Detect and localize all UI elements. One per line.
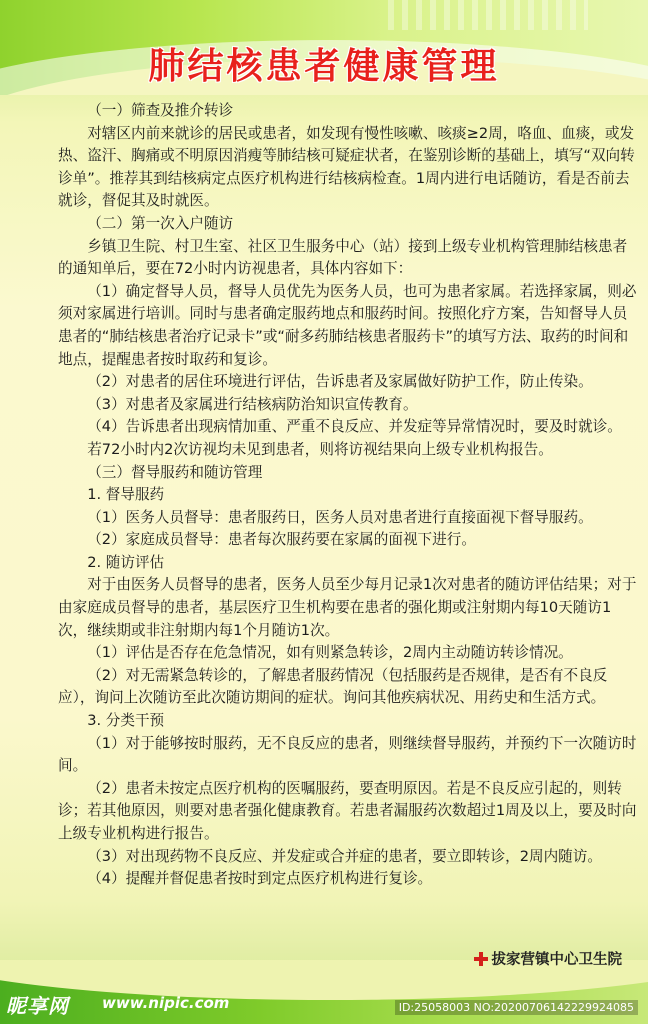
poster-body	[58, 100, 638, 891]
medical-cross-icon	[474, 952, 488, 966]
body-paragraph: 乡镇卫生院、村卫生室、社区卫生服务中心（站）接到上级专业机构管理肺结核患者的通知单后，要在72小时内访视患者，具体内容如下：	[58, 237, 628, 278]
body-paragraph: （1）医务人员督导：患者服药日，医务人员对患者进行直接面视下督导服药。	[87, 508, 593, 526]
sub-heading: 1. 督导服药	[87, 486, 165, 504]
watermark-id: ID:25058003 NO:20200706142229924085	[395, 1000, 638, 1015]
body-paragraph: 若72小时内2次访视均未见到患者，则将访视结果向上级专业机构报告。	[87, 440, 553, 458]
watermark-url: www.nipic.com	[102, 994, 230, 1012]
poster-title: 肺结核患者健康管理	[148, 45, 500, 87]
body-paragraph: （4）提醒并督促患者按时到定点医疗机构进行复诊。	[87, 870, 433, 888]
section-heading: （三）督导服药和随访管理	[87, 463, 263, 481]
sub-heading: 2. 随访评估	[87, 553, 165, 571]
body-paragraph: （1）评估是否存在危急情况，如有则紧急转诊，2周内主动随访转诊情况。	[87, 644, 573, 662]
body-paragraph: 对辖区内前来就诊的居民或患者，如发现有慢性咳嗽、咳痰≥2周，咯血、血痰，或发热、盗汗、胸痛或不明原因消瘦等肺结核可疑症状者，在鉴别诊断的基础上，填写“双向转诊单”。推荐其到结核病定点医疗机构进行结核病检查。1周内进行电话随访，看是否前去就诊，督促其及时就医。	[58, 124, 635, 210]
body-paragraph: （1）对于能够按时服药，无不良反应的患者，则继续督导服药，并预约下一次随访时间。	[58, 734, 637, 775]
body-paragraph: （3）对患者及家属进行结核病防治知识宣传教育。	[87, 395, 418, 413]
body-paragraph: （2）家庭成员督导：患者每次服药要在家属的面视下进行。	[87, 531, 476, 549]
section-heading: （一）筛查及推介转诊	[87, 102, 234, 119]
body-paragraph: （4）告诉患者出现病情加重、严重不良反应、并发症等异常情况时，要及时就诊。	[87, 418, 622, 436]
body-paragraph: 对于由医务人员督导的患者，医务人员至少每月记录1次对患者的随访评估结果；对于由家庭成员督导的患者，基层医疗卫生机构要在患者的强化期或注射期内每10天随访1次，继续期或非注射期内每1个月随访1次。	[58, 576, 637, 639]
body-paragraph: （2）对患者的居住环境进行评估，告诉患者及家属做好防护工作，防止传染。	[87, 373, 593, 391]
section-heading: （二）第一次入户随访	[87, 214, 234, 232]
decorative-stripes	[388, 0, 588, 30]
body-paragraph: （3）对出现药物不良反应、并发症或合并症的患者，要立即转诊，2周内随访。	[87, 847, 602, 865]
sub-heading: 3. 分类干预	[87, 712, 165, 730]
footer-organization	[474, 948, 623, 969]
body-paragraph: （2）对无需紧急转诊的，了解患者服药情况（包括服药是否规律，是否有不良反应），询问上次随访至此次随访期间的症状。询问其他疾病状况、用药史和生活方式。	[58, 666, 608, 707]
watermark-logo: 昵享网	[6, 994, 69, 1018]
body-paragraph: （1）确定督导人员，督导人员优先为医务人员，也可为患者家属。若选择家属，则必须对家属进行培训。同时与患者确定服药地点和服药时间。按照化疗方案，告知督导人员患者的“肺结核患者治疗记录卡”或“耐多药肺结核患者服药卡”的填写方法、取药的时间和地点，提醒患者按时取药和复诊。	[58, 282, 637, 368]
body-paragraph: （2）患者未按定点医疗机构的医嘱服药，要查明原因。若是不良反应引起的，则转诊；若其他原因，则要对患者强化健康教育。若患者漏服药次数超过1周及以上，要及时向上级专业机构进行报告。	[58, 779, 637, 842]
organization-name: 拔家营镇中心卫生院	[491, 952, 622, 968]
